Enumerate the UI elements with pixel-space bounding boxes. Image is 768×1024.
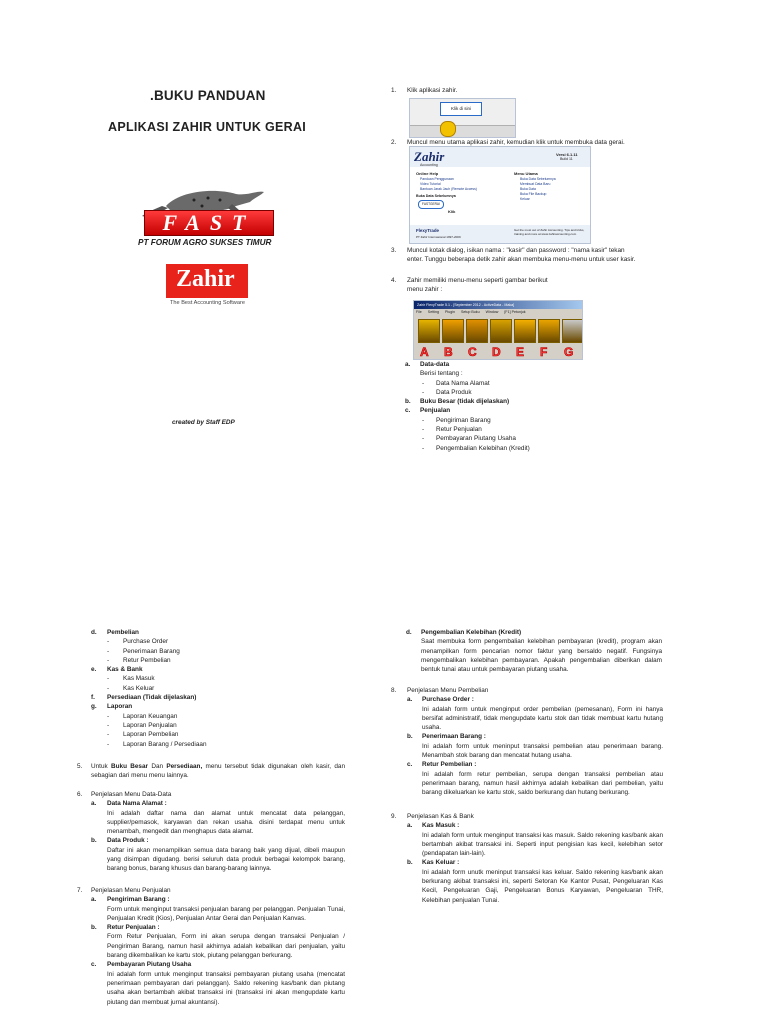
list-item: - Laporan Barang / Persediaan [107, 740, 351, 749]
click-here-callout: Klik di sini [440, 102, 482, 116]
sub-title: Pengiriman Barang : [107, 896, 170, 904]
menu-list-continued [91, 628, 351, 749]
sub-text: Ini adalah form untuk menginput order pembelian (pemesanan), Form ini hanya bersifat administratif, tidak mengupdate kartu stok dan tidak membuat kartu hutang usaha. [422, 705, 663, 732]
menubar [416, 310, 526, 314]
module-pembelian-icon[interactable] [490, 319, 512, 343]
flexytrade-brand: FlexyTrade [416, 228, 439, 233]
step-number: 6. [77, 791, 83, 798]
step5-pre: Untuk [91, 763, 108, 770]
list-item: - Laporan Pembelian [107, 730, 351, 739]
list-item: - Retur Pembelian [107, 656, 351, 665]
sub-intro: Berisi tentang : [420, 370, 463, 378]
sub-text: Ini adalah form unutk meninput transaksi kas keluar. Saldo rekening kas/bank akan berkurang akibat transaksi ini, seperti Setoran Ke Kantor Pusat, Pengeluaran Kas Kecil, Pengeluaran Gaji, Pengeluaran Bonus Karyawan, Pengeluaran THR, Kelebihan penjualan Tunai. [422, 868, 663, 904]
module-laporan-icon[interactable] [562, 319, 583, 343]
sub-title: Kas Keluar : [422, 859, 460, 867]
menu-plugin[interactable]: Plugin [445, 310, 455, 314]
sub-title: Retur Penjualan : [107, 924, 160, 932]
main-menu-links [520, 177, 556, 202]
sub-title: Laporan [107, 703, 133, 711]
step-title: Penjelasan Menu Pembelian [407, 687, 489, 694]
sub-text: Form untuk menginput transaksi penjualan barang per pelanggan. Penjualan Tunai, Penjualan Kredit (Kios), Penjualan Antar Gerai dan Penjualan Kanvas. [107, 905, 345, 922]
menu-link[interactable]: Membuat Data Baru [520, 182, 551, 186]
list-item: - Laporan Keuangan [107, 712, 351, 721]
sub-title: Retur Pembelian : [422, 761, 477, 769]
zahir-home-logo: Zahir [414, 149, 445, 164]
step-text: Muncul kotak dialog, isikan nama : "kasir" dan password : "nama kasir" tekan enter. Tunggu beberapa detik zahir akan membuka menu-menu untuk user kasir. [407, 247, 636, 264]
sub-label: b. [405, 398, 411, 406]
sub-label: d. [91, 629, 97, 636]
screenshot-taskbar [409, 98, 516, 138]
sub-text: Ini adalah form untuk menginput transaksi kas masuk. Saldo rekening kas/bank akan bertambah akibat transaksi ini. Seperti input pengisian kas kecil, kelebihan setor (pendapatan lain-lain). [422, 831, 663, 858]
list-item: - Pengembalian Kelebihan (Kredit) [422, 444, 645, 453]
step-number: 2. [391, 139, 397, 146]
letter-c: C [468, 345, 477, 359]
credit-line: created by Staff EDP [172, 419, 235, 426]
section-d-pengembalian [406, 628, 662, 674]
step-7 [77, 886, 345, 1007]
letter-g: G [564, 345, 574, 359]
sub-text: Ini adalah daftar nama dan alamat untuk mencatat data pelanggan, supplier/pemasok, karyawan dan rekan usaha. disini terdapat menu untuk menambah, mengedit dan menghapus data alamat. [107, 809, 345, 836]
sub-list [422, 379, 645, 398]
module-kas-bank-icon[interactable] [514, 319, 536, 343]
step-1 [391, 86, 641, 95]
document-title: .BUKU PANDUAN [150, 88, 266, 103]
sub-label: d. [406, 629, 412, 636]
step-title: Penjelasan Menu Penjualan [91, 887, 171, 894]
main-menu-heading: Menu Utama [514, 171, 538, 176]
online-help-heading: Online Help [416, 171, 439, 176]
sub-title: Purchase Order : [422, 696, 474, 704]
sub-text: Daftar ini akan menampilkan semua data barang baik yang dijual, dibeli maupun yang disimpan digudang. berisi seluruh data produk berbagai kelompok barang, barang bonus, barang khusus dan barang-barang lainnya. [107, 846, 345, 873]
sub-text: Ini adalah form retur pembelian, serupa dengan transaksi pembelian atau penerimaan barang, namun hasil akhirnya adalah kebalikan dari pembelian, yaitu barang dikeluarkan ke kartu stok, saldo berkurang dan hutang berkurang. [422, 770, 663, 797]
sub-title: Penjualan [420, 407, 451, 415]
sub-label: b. [91, 837, 97, 845]
sub-title: Data Nama Alamat : [107, 800, 167, 808]
company-name: PT FORUM AGRO SUKSES TIMUR [138, 238, 272, 247]
sub-label: a. [405, 361, 411, 368]
sub-title: Data-data [420, 361, 450, 368]
help-links [420, 177, 477, 192]
sub-label: c. [91, 961, 97, 969]
module-buku-besar-icon[interactable] [442, 319, 464, 343]
letter-a: A [420, 345, 429, 359]
step-text: Klik aplikasi zahir. [407, 87, 458, 94]
sub-title: Pembayaran Piutang Usaha [107, 961, 192, 969]
step-title: Penjelasan Kas & Bank [407, 813, 474, 820]
footer-tips: Get the most out of Zahir Accounting. Tips and tricks, training and more at www.zahiraccounting.com [514, 228, 585, 236]
menu-link[interactable]: Buka File Backup [520, 192, 547, 196]
footer-copyright: PT Zahir Internasional 1997-2009 [416, 235, 461, 239]
step-8 [391, 686, 663, 798]
sub-label: a. [91, 800, 97, 808]
step4-subitems [405, 360, 645, 453]
menu-window[interactable]: Window [485, 310, 499, 314]
list-item: - Purchase Order [107, 637, 351, 646]
list-item: - Pembayaran Piutang Usaha [422, 434, 645, 443]
step-4 [391, 276, 641, 295]
version-label: Versi 6.1.11 [556, 152, 578, 157]
list-item: - Retur Penjualan [422, 425, 645, 434]
recent-data-item[interactable]: FASTGERAI [418, 200, 444, 209]
step-number: 1. [391, 87, 397, 94]
sub-text: Ini adalah form untuk meninput transaksi pembelian atau penerimaan barang. Menambah stok barang dan mencatat hutang usaha. [422, 742, 663, 760]
module-penjualan-icon[interactable] [466, 319, 488, 343]
sub-label: b. [407, 859, 413, 867]
menu-setup-buku[interactable]: Setup Buku [461, 310, 480, 314]
letter-e: E [516, 345, 525, 359]
sub-title: Buku Besar (tidak dijelaskan) [420, 398, 510, 406]
sub-text: Saat membuka form pengembalian kelebihan pembayaran (kredit), program akan menampilkan form pencarian nomor faktur yang bersaldo negatif. Fungsinya mengembalikan kelebihan pembayaran. Apakah pengembalian diberikan dalam bentuk tunai atau untuk pembayaran piutang usaha. [421, 638, 662, 674]
list-item: - Data Produk [422, 388, 645, 397]
sub-title: Pembelian [107, 629, 139, 636]
menu-file[interactable]: File [416, 310, 422, 314]
sub-label: g. [91, 703, 97, 711]
menu-link[interactable]: Keluar [520, 197, 530, 201]
step-9 [391, 812, 663, 905]
list-item: - Pengiriman Barang [422, 416, 645, 425]
menu-setting[interactable]: Setting [427, 310, 439, 314]
sub-label: f. [91, 694, 95, 702]
window-titlebar: Zahir FlexyTrade 5.1 - [September 2012 - ActiveData - Maka] [414, 301, 583, 309]
sub-label: a. [91, 896, 97, 904]
menu-link[interactable]: Buka Data [520, 187, 536, 191]
step-title: Penjelasan Menu Data-Data [91, 791, 172, 798]
sub-label: c. [405, 407, 411, 415]
sub-text: Form Retur Penjualan, Form ini akan serupa dengan transaksi Penjualan / Pengiriman Barang, namun hasil akhirnya adalah kebalikan dari penjualan, yaitu barang dikembalikan ke kartu stok, piutang pelanggan berkurang. [107, 933, 345, 960]
document-subtitle: APLIKASI ZAHIR UNTUK GERAI [108, 120, 307, 134]
step5-mid: Dan [151, 763, 164, 770]
taskbar [410, 125, 515, 138]
sub-title: Pengembalian Kelebihan (Kredit) [421, 629, 522, 636]
step-number: 5. [77, 763, 83, 770]
step-number: 7. [77, 887, 83, 894]
step5-bold1: Buku Besar [111, 763, 149, 770]
step-text: Zahir memiliki menu-menu seperti gambar berikut [407, 277, 548, 284]
help-link[interactable]: Bantuan Jarak Jauh (Remote Access) [420, 187, 477, 191]
sub-label: a. [407, 822, 413, 830]
module-persediaan-icon[interactable] [538, 319, 560, 343]
recent-heading: Buka Data Sebelumnya [416, 194, 456, 198]
step-number: 3. [391, 247, 397, 254]
letter-f: F [540, 345, 548, 359]
sub-label: b. [91, 924, 97, 932]
zahir-logo [166, 264, 248, 298]
help-link[interactable]: Panduan Penggunaan [420, 177, 454, 181]
menu-petunjuk[interactable]: [F1] Petunjuk [504, 310, 526, 314]
list-item: - Penerimaan Barang [107, 647, 351, 656]
step-number: 9. [391, 813, 397, 820]
sub-title: Data Produk : [107, 837, 149, 845]
letter-d: D [492, 345, 501, 359]
step-text-2: menu zahir : [407, 286, 443, 294]
step-3 [391, 246, 641, 265]
sub-text: Ini adalah form untuk menginput transaksi pembayaran piutang usaha (mencatat penerimaan pembayaran dari pelanggan). Saldo rekening kas/bank dan piutang usaha akan bertambah akibat transaksi ini (transaksi ini akan mengupdate kartu piutang dan membuat jurnal akuntansi). [107, 970, 345, 1006]
list-item: - Kas Masuk [107, 674, 351, 683]
help-link[interactable]: Video Tutorial [420, 182, 441, 186]
sub-label: e. [91, 666, 97, 674]
module-data-icon[interactable] [418, 319, 440, 343]
zahir-wordmark: Zahir [176, 266, 235, 292]
step-number: 8. [391, 687, 397, 694]
sub-list [422, 416, 645, 453]
menu-link[interactable]: Buka Data Sebelumnya [520, 177, 556, 181]
list-item: - Data Nama Alamat [422, 379, 645, 388]
build-label: Build 11 [560, 157, 573, 161]
zahir-app-icon[interactable] [440, 121, 456, 137]
klik-annotation: Klik [448, 209, 456, 214]
sub-title: Persediaan (Tidak dijelaskan) [107, 694, 197, 702]
step-text: Muncul menu utama aplikasi zahir, kemudian klik untuk membuka data gerai. [407, 139, 625, 146]
sub-title: Penerimaan Barang : [422, 733, 486, 741]
sub-label: a. [407, 696, 413, 704]
sub-title: Kas & Bank [107, 666, 143, 674]
sub-label: c. [407, 761, 413, 769]
zahir-tagline: The Best Accounting Software [170, 300, 245, 306]
list-item: - Kas Keluar [107, 684, 351, 693]
letter-b: B [444, 345, 453, 359]
list-item: - Laporan Penjualan [107, 721, 351, 730]
step-number: 4. [391, 277, 397, 284]
step-6 [77, 790, 345, 874]
step5-post: menu tersebut tidak digunakan oleh kasir, dan sebagian dari menu menu lainnya. [91, 763, 345, 780]
screenshot-zahir-home [409, 146, 591, 244]
sub-label: b. [407, 733, 413, 741]
sub-title: Kas Masuk : [422, 822, 460, 830]
step-5 [77, 762, 345, 781]
step5-bold2: Persediaan, [166, 763, 203, 770]
fast-wordmark: FAST [144, 210, 274, 236]
zahir-home-sub: Accounting [420, 163, 438, 167]
